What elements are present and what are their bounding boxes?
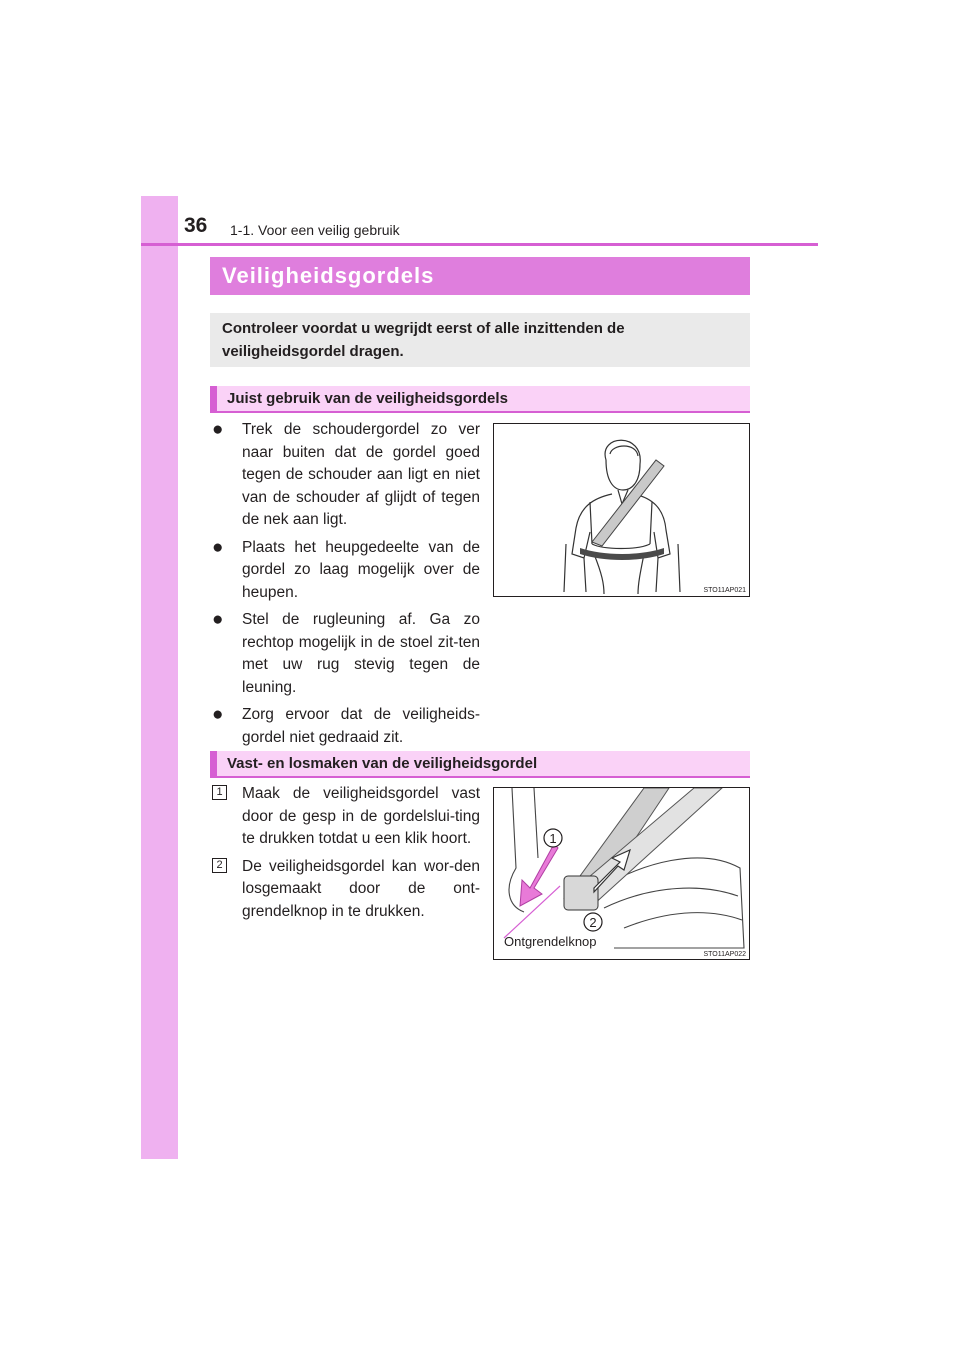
header-rule bbox=[141, 243, 818, 246]
seated-person-illustration bbox=[494, 424, 749, 596]
step-text: De veiligheidsgordel kan wor-den losgemaakt door de ont-grendelknop in te drukken. bbox=[242, 857, 480, 920]
callout-1: 1 bbox=[549, 831, 557, 846]
subheading-fasten bbox=[210, 751, 750, 778]
list-item bbox=[212, 419, 480, 532]
subheading-correct-use bbox=[210, 386, 750, 413]
title-bar bbox=[210, 257, 750, 295]
intro-text: Controleer voordat u wegrijdt eerst of alle inzittenden de veiligheidsgordel dragen. bbox=[222, 320, 625, 360]
bullet-icon: ● bbox=[212, 609, 224, 630]
intro-box bbox=[210, 313, 750, 367]
bullet-list bbox=[212, 419, 480, 754]
list-item bbox=[212, 856, 480, 924]
figure-code: STO11AP022 bbox=[703, 951, 746, 958]
bullet-icon: ● bbox=[212, 419, 224, 440]
list-item bbox=[212, 537, 480, 605]
page-title: Veiligheidsgordels bbox=[222, 263, 435, 288]
subheading-accent bbox=[210, 386, 217, 411]
bullet-icon: ● bbox=[212, 704, 224, 725]
bullet-text: Stel de rugleuning af. Ga zo rechtop mogelijk in de stoel zit-ten met uw rug stevig tegen de leuning. bbox=[242, 611, 480, 696]
step-list bbox=[212, 783, 480, 928]
section-title: 1-1. Voor een veilig gebruik bbox=[230, 222, 400, 238]
bullet-text: Trek de schoudergordel zo ver naar buiten dat de gordel goed tegen de schouder aan ligt en niet van de schouder af glijdt of tegen de nek aan ligt. bbox=[242, 421, 480, 528]
figure-buckle bbox=[493, 787, 750, 960]
list-item bbox=[212, 609, 480, 699]
bullet-text: Plaats het heupgedeelte van de gordel zo laag mogelijk over de heupen. bbox=[242, 538, 480, 601]
figure-code: STO11AP021 bbox=[703, 587, 746, 594]
step-number: 1 bbox=[212, 785, 227, 800]
bullet-text: Zorg ervoor dat de veiligheids-gordel niet gedraaid zit. bbox=[242, 706, 480, 746]
figure-label-release-button: Ontgrendelknop bbox=[504, 934, 597, 949]
callout-2: 2 bbox=[589, 915, 597, 930]
figure-seated-person bbox=[493, 423, 750, 597]
list-item bbox=[212, 783, 480, 851]
step-number: 2 bbox=[212, 858, 227, 873]
buckle-illustration bbox=[494, 788, 749, 959]
step-text: Maak de veiligheidsgordel vast door de gesp in de gordelslui-ting te drukken totdat u een klik hoort. bbox=[242, 785, 480, 847]
sidebar-tab bbox=[141, 196, 178, 1159]
subheading-label: Vast- en losmaken van de veiligheidsgordel bbox=[227, 755, 538, 772]
subheading-accent bbox=[210, 751, 217, 776]
subheading-label: Juist gebruik van de veiligheidsgordels bbox=[227, 390, 508, 407]
list-item bbox=[212, 704, 480, 749]
page-number: 36 bbox=[184, 214, 208, 237]
bullet-icon: ● bbox=[212, 536, 224, 558]
